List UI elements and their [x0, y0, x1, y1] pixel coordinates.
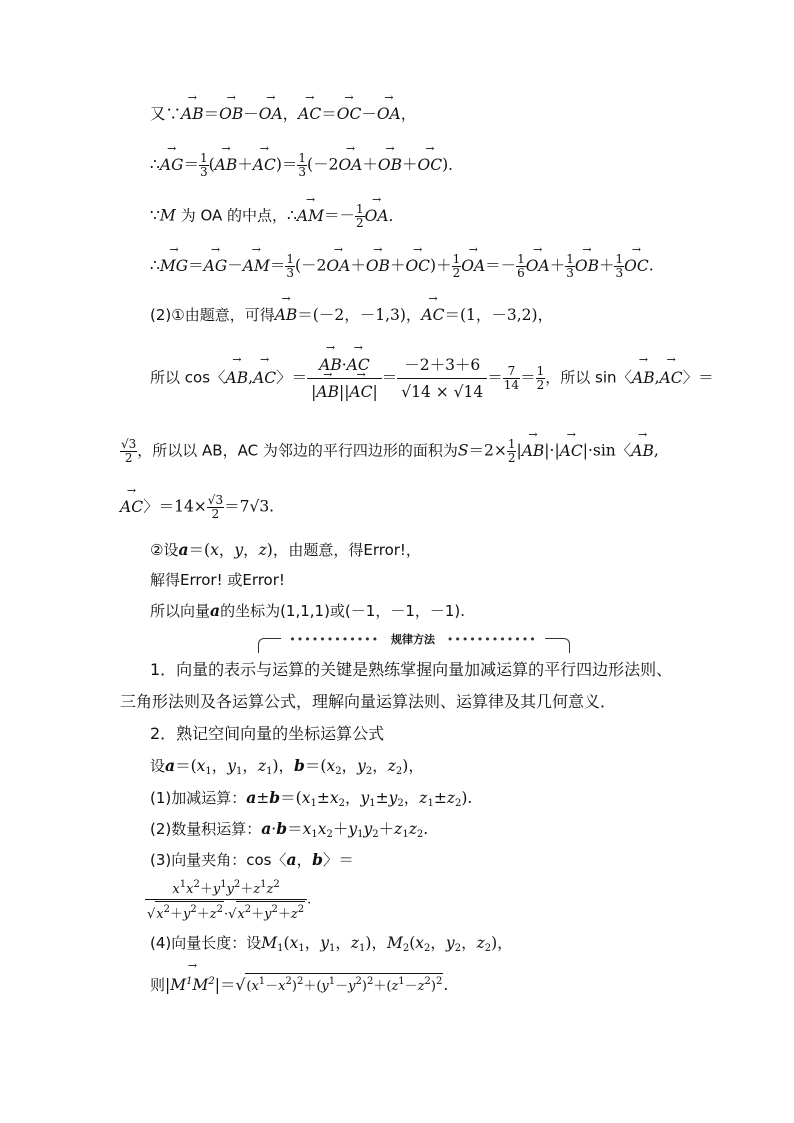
line-cos-formula: 所以 cos〈→ AB,→ AC〉＝ → $\frac{AB\cdot\to AC}{|\to AB||\to AC|}$ ＝ $\frac{-2+3+6}{√14 \times √14}$ ＝ $\frac{7}{14}$ ＝ $\frac{1}{2}$ ，所以 sin〈→ AB,→ AC〉＝ — [150, 352, 714, 405]
text-again-since: 又∵ — [150, 105, 182, 123]
rule-vector-def: 设$a=(x_1$，$y_1$，$z_1$)，$b=(x_2$，$y_2$，$z_2$)， — [150, 756, 424, 777]
line-am-formula: ∵M 为 OA 的中点，∴→ AM＝－ $\frac{1}{2}$ → OA． — [150, 203, 404, 230]
line-mg-formula: ∴→ MG＝→ AG－→ AM＝ $\frac{1}{3}$ (－2→ OA＋→ OB＋→ OC)＋ $\frac{1}{2}$ → OA＝－ $\frac{1}{6}$ → OA＋ $\frac{1}{3}$ → OB＋ $\frac{1}{3}$ → OC. — [150, 253, 654, 280]
rule-1-line-2: 三角形法则及各运算公式，理解向量运算法则、运算律及其几何意义． — [120, 692, 617, 711]
line-set-a: ②设a＝(x，y，z)，由题意，得Error!， — [150, 540, 421, 559]
rule-angle: (3)向量夹角：cos〈a，b〉＝ — [150, 850, 354, 869]
line-vectors-ab-ac: 又∵→ AB＝→ OB－→ OA，→ AC＝→ OC－→ OA， — [150, 104, 416, 124]
line-area-result: → AC〉＝14× $\frac{√3}{2}$ ＝7√3. — [120, 494, 274, 521]
line-area: $\frac{√3}{2}$ ，所以以 AB，AC 为邻边的平行四边形的面积为S＝2× $\frac{1}{2}$ |→ AB|·|→ AC|·sin〈→ AB, — [120, 438, 659, 465]
line-part2-coords: (2)①由题意，可得→ AB＝(－2，－1,3)，→ AC＝(1，－3,2)， — [150, 305, 553, 325]
rule-2-heading: 2．熟记空间向量的坐标运算公式 — [150, 724, 385, 743]
rule-length-formula: 则|→ $M^1M^2|=√(x^1-x^2)^2+(y^1-y^2)^2+(z^1-z^2)^2$. — [150, 972, 448, 995]
rules-banner-title: •••••••••••• 规律方法 •••••••••••• — [260, 631, 566, 647]
line-ag-formula: ∴→ AG＝ $\frac{1}{3}$ (→ AB＋→ AC)＝ $\frac{1}{3}$ (－2→ OA＋→ OB＋→ OC)． — [150, 152, 464, 179]
rule-angle-fraction: $\frac{x^1x^2+y^1y^2+z^1z^2}{√x^2+y^2+z^2\cdot√x^2+y^2+z^2}$ . — [145, 876, 311, 924]
rule-add-sub: (1)加减运算：$a\pm b=(x_1\pm x_2$，$y_1\pm y_2$，$z_1\pm z_2$). — [150, 788, 473, 809]
rule-1-line-1: 1．向量的表示与运算的关键是熟练掌握向量加减运算的平行四边形法则、 — [150, 660, 673, 679]
line-solve: 解得Error! 或Error! — [150, 571, 285, 589]
rule-length: (4)向量长度：设$M_1(x_1$，$y_1$，$z_1$)，$M_2(x_2$，$y_2$，$z_2$)， — [150, 934, 513, 954]
line-coord-result: 所以向量a的坐标为(1,1,1)或(－1，－1，－1). — [150, 601, 466, 620]
rule-dot-product: (2)数量积运算：$a\cdot b=x_1x_2+y_1y_2+z_1z_2$. — [150, 819, 429, 840]
